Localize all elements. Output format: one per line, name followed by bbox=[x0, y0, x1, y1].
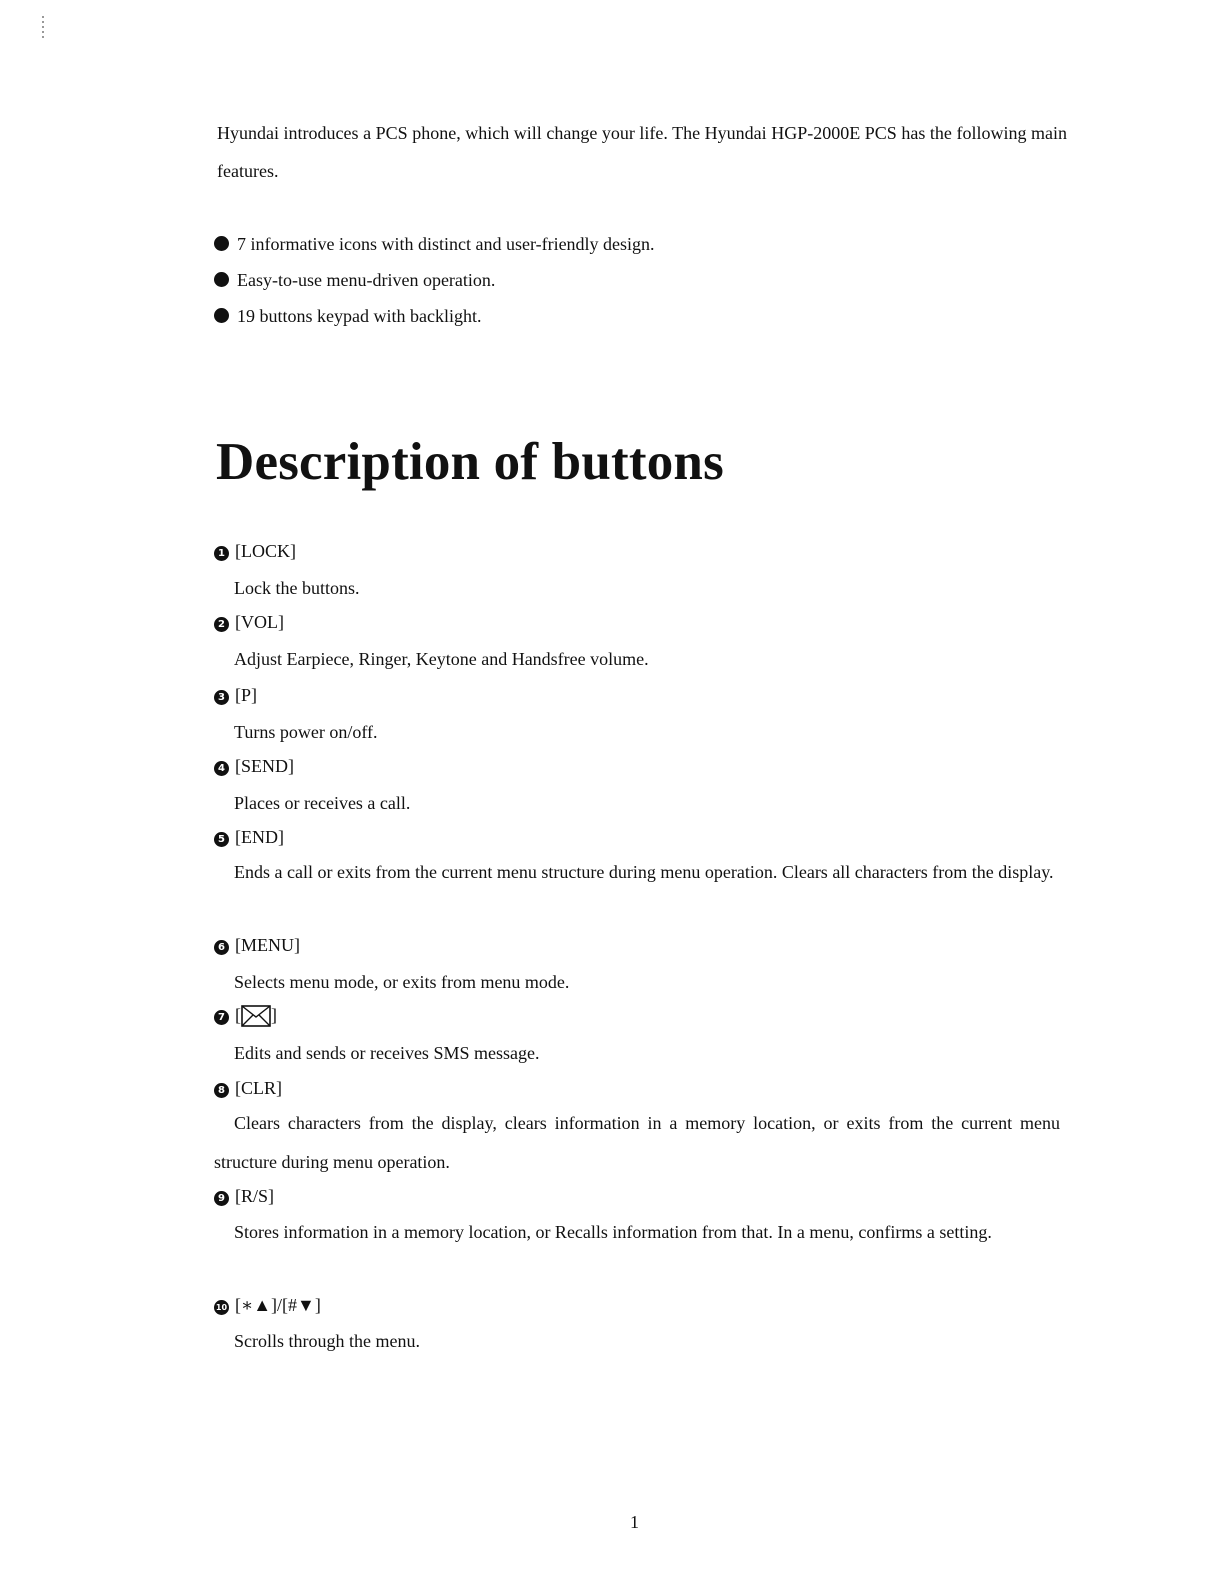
button-title-message: 7 [ ] bbox=[214, 1003, 277, 1033]
feature-item: 7 informative icons with distinct and user-friendly design. bbox=[214, 226, 655, 262]
button-description: Ends a call or exits from the current menu structure during menu operation. Clears all characters from the display. bbox=[234, 862, 1054, 882]
button-description: Scrolls through the menu. bbox=[234, 1331, 420, 1351]
feature-item: 19 buttons keypad with backlight. bbox=[214, 298, 655, 334]
intro-paragraph: Hyundai introduces a PCS phone, which will change your life. The Hyundai HGP-2000E PCS has the following main features. bbox=[217, 123, 1067, 181]
button-title-scroll: 10 [∗▲]/[#▼] bbox=[215, 1295, 321, 1315]
page-number: 1 bbox=[630, 1512, 639, 1532]
number-badge: 3 bbox=[214, 690, 229, 705]
number-badge: 7 bbox=[214, 1010, 229, 1025]
number-badge: 9 bbox=[214, 1191, 229, 1206]
number-badge: 2 bbox=[214, 617, 229, 632]
button-title-send: 4 [SEND] bbox=[214, 754, 294, 778]
section-heading: Description of buttons bbox=[216, 433, 724, 491]
bullet-icon bbox=[214, 236, 229, 251]
button-title-lock: 1 [LOCK] bbox=[214, 539, 296, 563]
number-badge: 1 bbox=[214, 546, 229, 561]
button-description: Places or receives a call. bbox=[234, 793, 411, 813]
button-title-menu: 6 [MENU] bbox=[214, 933, 300, 957]
margin-dots bbox=[42, 16, 44, 40]
number-badge: 5 bbox=[214, 832, 229, 847]
button-description: Turns power on/off. bbox=[234, 722, 378, 742]
button-description: Clears characters from the display, clears information in a memory location, or exits from the current menu structure during menu operation. bbox=[214, 1113, 1060, 1172]
number-badge: 10 bbox=[214, 1300, 229, 1315]
bullet-icon bbox=[214, 308, 229, 323]
button-description: Selects menu mode, or exits from menu mode. bbox=[234, 972, 570, 992]
number-badge: 4 bbox=[214, 761, 229, 776]
button-title-clr: 8 [CLR] bbox=[214, 1076, 282, 1100]
button-title-power: 3 [P] bbox=[214, 683, 257, 707]
number-badge: 6 bbox=[214, 940, 229, 955]
button-title-vol: 2 [VOL] bbox=[214, 610, 284, 634]
feature-list bbox=[214, 226, 655, 334]
button-description: Adjust Earpiece, Ringer, Keytone and Handsfree volume. bbox=[234, 649, 649, 669]
button-title-end: 5 [END] bbox=[214, 825, 284, 849]
number-badge: 8 bbox=[214, 1083, 229, 1098]
button-title-rs: 9 [R/S] bbox=[214, 1184, 274, 1208]
feature-item: Easy-to-use menu-driven operation. bbox=[214, 262, 655, 298]
button-description: Lock the buttons. bbox=[234, 578, 360, 598]
bullet-icon bbox=[214, 272, 229, 287]
envelope-icon bbox=[241, 1005, 271, 1033]
button-description: Edits and sends or receives SMS message. bbox=[234, 1043, 540, 1063]
button-description: Stores information in a memory location, or Recalls information from that. In a menu, confirms a setting. bbox=[234, 1222, 992, 1242]
